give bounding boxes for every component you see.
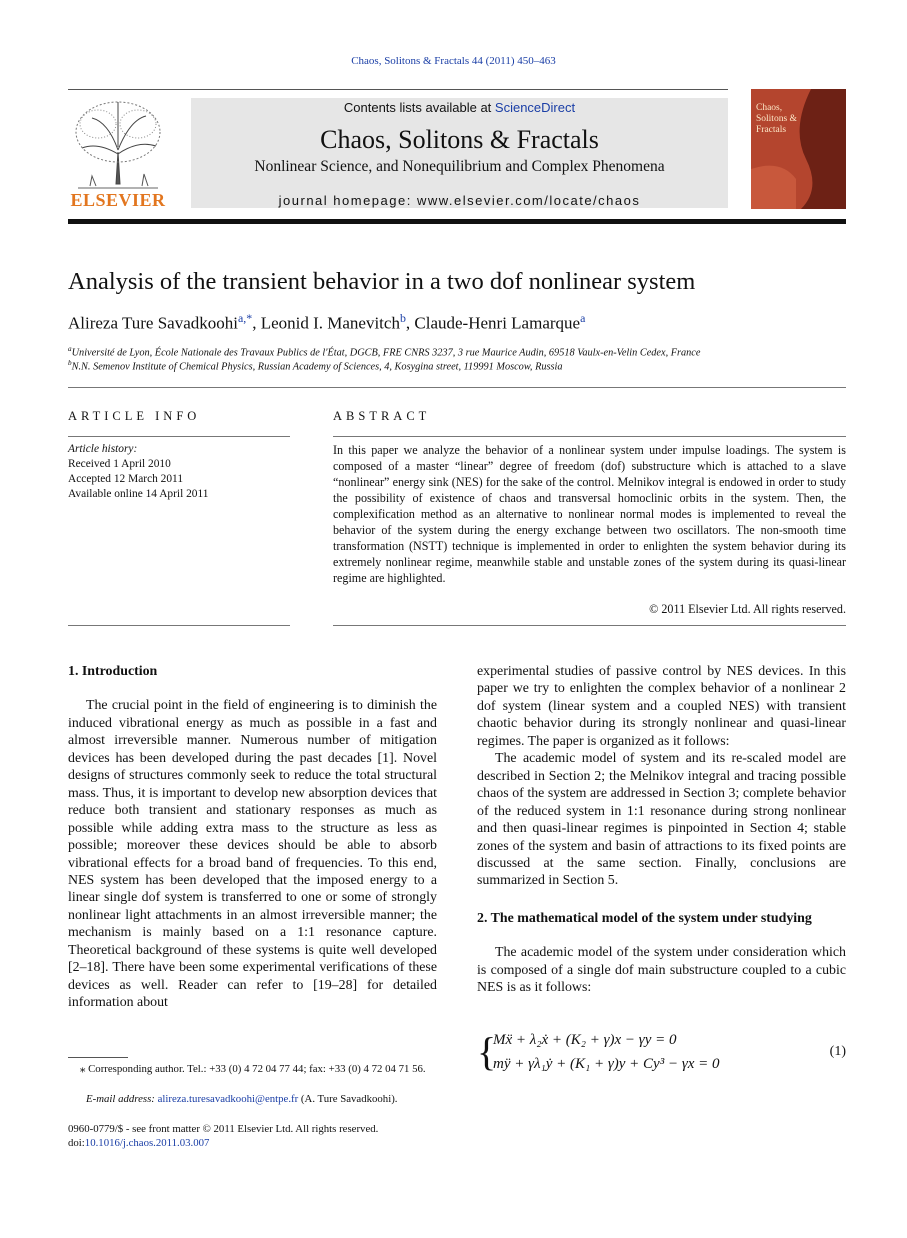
sciencedirect-link[interactable]: ScienceDirect: [494, 100, 576, 115]
journal-cover: [751, 89, 846, 209]
author-name[interactable]: Claude-Henri Lamarque: [414, 313, 581, 333]
abstract-text: In this paper we analyze the behavior of a nonlinear system under impulse loadings. The system is composed of a master “linear” degree of freedom (dof) substructure which is attached to a slave “nonlinear” energy sink (NES) for the sake of the control. Melnikov integral is endowed in order to study the possibility of existence of chaos and transversal homoclinic orbits in the system. Then, the complexification method as an alternative to nonlinear normal modes is implemented to reveal the behavior of the system during the energy exchange between two oscillators. The non-smooth time transformation (NSTT) technique is implemented in order to enlighten the system behavior during its extremely nonlinear regime, meanwhile stable and unstable zones of the system during its quasi-linear regime are highlighted.: [333, 443, 846, 585]
online-date: Available online 14 April 2011: [68, 488, 209, 500]
cover-title: Chaos, Solitons & Fractals: [756, 103, 797, 135]
author-list: Alireza Ture Savadkoohi$^{a,*}$, Leonid I. Manevitch$^b$, Claude-Henri Lamarque$^a$: [68, 311, 586, 333]
affiliation-text: Université de Lyon, École Nationale des Travaux Publics de l'État, DGCB, FRE CNRS 3237, 3 rue Maurice Audin, 69518 Vaulx-en-Velin Cedex, France: [71, 347, 701, 359]
article-history: [68, 442, 290, 502]
paragraph: experimental studies of passive control by NES devices. In this paper we try to enlighten the complex behavior of a nonlinear 2 dof system (linear system and a coupled NES) with transient chaotic behavior during its strongly nonlinear and quasi-linear regimes. The paper is organized as it follows:: [477, 664, 846, 749]
author-name[interactable]: Alireza Ture Savadkoohi: [68, 313, 238, 333]
equation-line: Mẍ + λ₂ẋ + (K₂ + γ)x − γy = 0: [493, 1032, 677, 1048]
email-suffix: (A. Ture Savadkoohi).: [300, 1093, 398, 1105]
journal-subtitle: Nonlinear Science, and Nonequilibrium and Complex Phenomena: [254, 158, 665, 175]
abstract-heading: ABSTRACT: [333, 409, 431, 423]
divider: [333, 436, 846, 437]
email-note: [86, 1092, 437, 1106]
author-name[interactable]: Leonid I. Manevitch: [260, 313, 400, 333]
received-date: Received 1 April 2010: [68, 458, 171, 470]
header-rule: [68, 89, 728, 90]
equation-line: mÿ + γλ₁ẏ + (K₁ + γ)y + Cy³ − γx = 0: [493, 1056, 720, 1072]
email-link[interactable]: alireza.turesavadkoohi@entpe.fr: [157, 1093, 299, 1105]
issn-line: 0960-0779/$ - see front matter © 2011 Elsevier Ltd. All rights reserved.: [68, 1123, 379, 1135]
divider: [68, 436, 290, 437]
section-heading: 1. Introduction: [68, 664, 158, 679]
journal-homepage[interactable]: journal homepage: www.elsevier.com/locate/chaos: [278, 193, 641, 208]
article-title: Analysis of the transient behavior in a two dof nonlinear system: [68, 268, 696, 295]
history-label: Article history:: [68, 443, 138, 455]
paragraph: The crucial point in the field of engineering is to diminish the induced vibrational energy as much as possible in a fast and almost irreversible manner. Numerous number of mitigation devices has been developed during the past decades [1]. Novel designs of structures commonly seek to reduce the total structural mass. Thus, it is important to develop new absorption devices that reduce both transient and stationary responses as much as possible while adding extra mass to the structure as less as possible; moreover these devices should be able to absorb vibrational effects for a broad band of frequencies. To this end, NES system has been developed that the imposed energy to a linear single dof system is transferred to one or some of strongly nonlinear light attachments in an almost irreversible manner; the mechanism is mainly based on a 1:1 resonance capture. Theoretical background of these systems is quite well developed [2–18]. There have been some experimental verifications of these devices as well. Reader can refer to [19–28] for detailed information about: [68, 698, 437, 1011]
journal-reference[interactable]: Chaos, Solitons & Fractals 44 (2011) 450–463: [351, 55, 556, 67]
doi-label: doi:: [68, 1137, 85, 1149]
author-affil-sup[interactable]: a,*: [237, 311, 253, 325]
doi-line: [68, 1136, 437, 1150]
copyright: © 2011 Elsevier Ltd. All rights reserved.: [649, 602, 846, 616]
contents-line: [191, 100, 728, 115]
right-column: [477, 663, 846, 997]
divider: [68, 625, 290, 626]
equation-1: [477, 1028, 846, 1080]
equation-number: (1): [829, 1044, 846, 1059]
affiliation-sup: b: [68, 359, 72, 367]
author-affil-sup[interactable]: b: [399, 311, 406, 325]
divider: [68, 387, 846, 388]
affiliation: [68, 345, 700, 358]
accepted-date: Accepted 12 March 2011: [68, 473, 184, 485]
affiliation: [68, 359, 563, 372]
paragraph: The academic model of system and its re-scaled model are described in Section 2; the Melnikov integral and tracing possible chaos of the system are addressed in Section 3; complete behavior of the reduced system in 1:1 resonance during strong nonlinear and then quasi-linear regimes is pinpointed in Section 4; stable zones of the system and basin of attractions to its fixed points are discussed at the same section. Finally, conclusions are summarized in Section 5.: [477, 751, 846, 889]
left-column: [68, 663, 437, 1012]
contents-prefix: Contents lists available at: [343, 100, 495, 115]
paragraph: The academic model of the system under consideration which is composed of a single dof main substructure coupled to a cubic NES is as it follows:: [477, 945, 846, 996]
brace: {: [477, 1029, 497, 1074]
corresponding-note: ⁎ Corresponding author. Tel.: +33 (0) 4 72 04 77 44; fax: +33 (0) 4 72 04 71 56.: [80, 1063, 426, 1075]
journal-title: Chaos, Solitons & Fractals: [320, 125, 599, 154]
section-heading: 2. The mathematical model of the system under studying: [477, 910, 812, 926]
article-info-heading: ARTICLE INFO: [68, 409, 201, 423]
author-affil-sup[interactable]: a: [580, 311, 586, 325]
divider: [333, 625, 846, 626]
footnote-rule: [68, 1057, 128, 1058]
affiliation-text: N.N. Semenov Institute of Chemical Physics, Russian Academy of Sciences, 4, Kosygina street, 119991 Moscow, Russia: [71, 361, 563, 373]
affiliation-sup: a: [68, 345, 72, 353]
email-label: E-mail address:: [86, 1093, 155, 1105]
publisher-name: ELSEVIER: [70, 190, 166, 210]
doi-link[interactable]: 10.1016/j.chaos.2011.03.007: [84, 1137, 210, 1149]
header-thick-rule: [68, 219, 846, 224]
